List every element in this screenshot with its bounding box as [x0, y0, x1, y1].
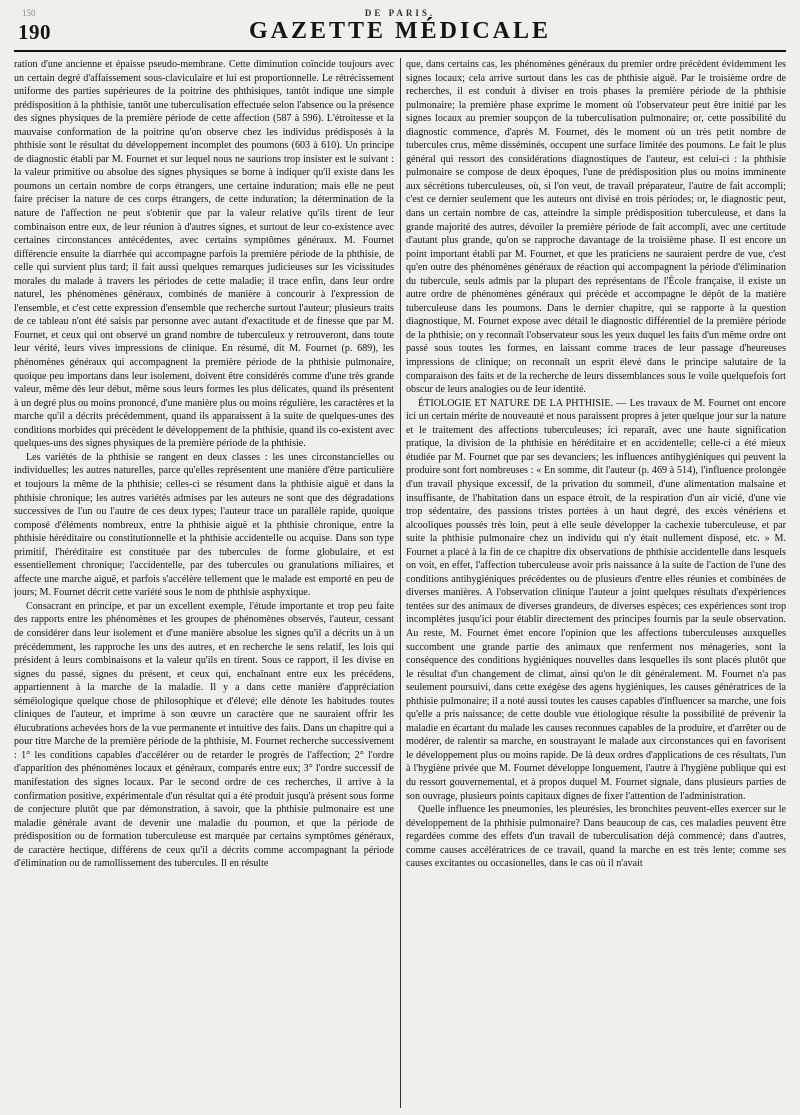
right-paragraph-1: que, dans certains cas, les phénomènes généraux du premier ordre précèdent évidemment les signes locaux; cela arrive surtout dans les cas de phthisie aiguë. Par le troisième ordre de recherches, il est conduit à diviser en trois phases la première période de la phthisie pulmonaire; la première phase exprime le moment où l'observateur peut être initié par les signes locaux au premier soupçon de la tuberculisation pulmonaire; or, cette possibilité du diagnostic commence, d'après M. Fournet, dès le moment où un très petit nombre de tubercules crus, même disséminés, occupent une surface limitée des poumons. Le fait le plus général qui ressort des considérations diagnostiques de l'auteur, est celui-ci : la phthisie pulmonaire se compose de deux époques, l'une de prédisposition plus ou moins imminente aux sécrétions tuberculeuses, où, si l'on veut, de travail préparateur, l'autre de fait accompli; c'est ce dernier seulement que les auteurs ont divisé en trois périodes; or, le diagnostic peut, dans un certain nombre de cas, atteindre la simple prédisposition tuberculeuse, et dans la grande majorité des autres, dévoiler la première période de fait accompli, avec une certitude d'autant plus grande, qu'on se rapproche davantage de la troisième phase. Il est encore un point important établi par M. Fournet, et que les praticiens ne sauraient perdre de vue, c'est qu'en outre des phénomènes généraux de réaction qui accompagnent la période d'élimination du tubercule, seuls admis par la plupart des représentans de l'École française, il existe un autre ordre de phénomènes généraux qui précède et accompagne le dépôt de la matière tuberculeuse dans les poumons. Dans le dernier chapitre, qui se rapporte à la question diagnostique, M. Fournet expose avec détail le diagnostic différentiel de la première période de la phthisie; on y reconnaît l'observateur sous les yeux duquel les faits d'un même ordre ont passé sous toutes les formes, en laissant comme traces de leur passage d'heureuses impressions de clinique; on reconnaît un esprit élevé dans le principe salutaire de la comparaison des faits et de la recherche de leurs dissemblances sous le voile quelquefois fort obscur de leurs analogies ou de leur identité. [406, 59, 786, 396]
article-body [14, 58, 786, 1108]
masthead-subtitle: DE PARIS. [364, 8, 436, 18]
right-paragraph-3: Quelle influence les pneumonies, les pleurésies, les bronchites peuvent-elles exercer sur le développement de la phthisie pulmonaire? Dans beaucoup de cas, ces maladies peuvent être regardées comme des effets d'un travail de tuberculisation déjà commencé; dans d'autres, comme causes accélératrices de ce travail, quand la marche en est très lente; comme ses causes excitantes ou occasionelles, dans le cas où il n'avait [406, 804, 786, 870]
left-paragraph-2: Les variétés de la phthisie se rangent en deux classes : les unes circonstancielles ou individuelles; les autres naturelles, parce qu'elles représentent une manière d'être particulière et toujours la même de la phthisie; celles-ci se résument dans la phthisie aiguë et dans la phthisie chronique; les autres variétés admises par les auteurs ne sont que des dégradations successives de l'un ou l'autre de ces deux types; l'auteur trace un parallèle rapide, quoique composé d'éléments nombreux, entre la phthisie aiguë et la phthisie chronique, entre la phthisie héréditaire ou constitutionnelle et la phthisie accidentelle ou acquise. Dans son type primitif, l'héréditaire est constituée par des tubercules de forme globulaire, et est essentiellement chronique; l'accidentelle, par des tubercules ou granulations miliaires, et affecte une marche aiguë, et parfois s'accélère tellement que le malade est emporté en peu de jours; M. Fournet décrit cette variété sous le nom de phthisie asphyxique. [14, 451, 394, 599]
right-column [406, 58, 786, 1108]
right-paragraph-2: ÉTIOLOGIE ET NATURE DE LA PHTHISIE. — Les travaux de M. Fournet ont encore ici un certain mérite de nouveauté et nous paraissent propres à jeter quelque jour sur la nature et le traitement des affections tuberculeuses; ici reparaît, avec une haute signification pratique, la division de la phthisie en héréditaire et en accidentelle; celle-ci a été mieux étudiée par M. Fournet que par ses devanciers; les influences antihygiéniques qui peuvent la produire sont fort nombreuses : « En somme, dit l'auteur (p. 469 à 514), l'influence prolongée d'un travail physique excessif, de la privation du sommeil, d'une alimentation malsaine et insuffisante, de l'habitation dans un espace étroit, de la respiration d'un air vicié, d'une vie trop sédentaire, des passions tristes portées à un haut degré, des excès vénériens et alcooliques poussés très loin, peut à elle seule développer la cachexie tuberculeuse, et par suite la phthisie pulmonaire chez un individu qui n'y était nullement disposé, etc. » M. Fournet a placé à la fin de ce chapitre dix observations de phthisie accidentelle dans lesquels on voit, en effet, l'affection tuberculeuse avoir pris naissance à la suite de l'action de l'une des conditions antihygiéniques précédentes ou de plusieurs d'entre elles réunies et combinées de diverses manières. A l'observation clinique l'auteur a joint quelques résultats d'expériences tentées sur des animaux de diverses grandeurs, de diverses espèces; ces expériences sont trop incomplètes jusqu'ici pour établir directement des principes fournis par la seule observation. Au reste, M. Fournet émet encore l'opinion que les affections tuberculeuses auxquelles succombent une grande partie des animaux que renferment nos ménageries, sont la conséquence des conditions hygiéniques nouvelles dans lesquelles ils sont placés plutôt que le résultat d'un changement de climat, ainsi qu'on le dit généralement. M. Fournet n'a pas seulement poursuivi, dans cette exégèse des agens hygiéniques, les causes génératrices de la phthisie pulmonaire; il a noté aussi toutes les causes capables d'influencer sa marche, une fois qu'elle a pris naissance; de cette double vue étiologique résulte la possibilité de prévenir la maladie en écartant du malade les causes reconnues capables de la produire, et d'arrêter ou de modérer, de ralentir sa marche, en soustrayant le malade aux circonstances qui en favorisent le développement plus ou moins rapide. De là deux ordres d'applications de ces résultats, l'un à l'hygiène privée que M. Fournet développe longuement, l'autre à l'hygiène publique qui est du ressort gouvernemental, et à propos duquel M. Fournet signale, dans plusieurs parties de son ouvrage, plusieurs points capitaux dignes de fixer l'attention de l'administration. [406, 397, 786, 802]
column-divider [400, 58, 401, 1108]
page-number: 190 [18, 20, 51, 44]
left-paragraph-3: Consacrant en principe, et par un excellent exemple, l'étude importante et trop peu faite des rapports entre les phénomènes et les groupes de phénomènes observés, l'auteur, cessant de considérer dans leur isolement et d'une manière absolue les signes qu'il a décrits un à un précédemment, les rapproche les uns des autres, et en recherche le sens relatif, les lois qui président à leurs combinaisons et la valeur qu'ils en tirent. Sous ce rapport, il les divise en signes du passé, signes du présent, et ceux qui, enchaînant entre eux les précédens, appartiennent à la marche de la maladie. Il y a dans cette manière d'appréciation séméiologique quelque chose de philosophique et d'élevé; elle dénote les habitudes toutes cliniques de l'auteur, et imprime à son œuvre un caractère que ne sauraient offrir les élucubrations achevées hors de la vue permanente et intuitive des faits. Dans un chapitre qui a pour titre Marche de la première période de la phthisie, M. Fournet recherche successivement : 1° les conditions capables d'accélérer ou de retarder le progrès de l'affection; 2° l'ordre d'apparition des phénomènes locaux et généraux, comparés entre eux; 3° l'ordre successif de manifestation des signes locaux. Par le second ordre de ces recherches, il arrive à la confirmation positive, expérimentale d'un résultat qui a été produit jusqu'à présent sous forme de conjecture plutôt que par démonstration, à savoir, que la phthisie pulmonaire est une maladie générale avant de devenir une maladie du poumon, et que la période de prédisposition ou de formation tuberculeuse est marquée par certains symptômes généraux, de caractère hectique, différens de ceux qu'il a décrits comme accompagnant la période d'élimination ou de ramollissement des tubercules. Il en résulte [14, 600, 394, 870]
masthead-title: GAZETTE MÉDICALE [248, 18, 552, 44]
left-column [14, 58, 394, 1108]
page-header [14, 6, 786, 52]
left-paragraph-1: ration d'une ancienne et épaisse pseudo-membrane. Cette diminution coïncide toujours avec un certain degré d'affaissement sous-claviculaire et lui est proportionnelle. Le rétrécissement uniforme des parties supérieures de la poitrine des phthisiques, tantôt indique une simple prédisposition à la phthisie, tantôt une tuberculisation effectuée selon l'absence ou la présence des signes physiques de la première période de cette affection (587 à 596). L'étroitesse et la mauvaise conformation de la poitrine qu'on observe chez les individus prédisposés à la phthisie sont le résultat du développement incomplet des poumons (603 à 610). Un principe de diagnostic établi par M. Fournet et sur lequel nous ne saurions trop insister est le suivant : la valeur primitive ou absolue des signes physiques se borne à indiquer qu'il existe dans les poumons un certain nombre de corps étrangers, une certaine induration; mais elle ne peut faire préciser la nature de ces corps étrangers, de cette induration; la détermination de la nature de l'affection ne peut s'obtenir que par la valeur relative qu'ils tirent de leur combinaison entre eux, de leur réunion à d'autres signes, et surtout de leur co-existence avec certaines circonstances antécédentes, avec certains symptômes généraux. M. Fournet différencie ensuite la diarrhée qui accompagne parfois la première période de la phthisie, de celle qui survient plus tard; il fait aussi quelques remarques judicieuses sur les vicissitudes morales du malade à travers les périodes de cette maladie; il trace enfin, dans leur ordre naturel, les phénomènes généraux, combinés de manière à concourir à l'expression de l'ensemble, et c'est cette expression d'ensemble que recherche surtout l'auteur; plusieurs traits de ce tableau n'ont été saisis par personne avec autant d'exactitude et de finesse que par M. Fournet, et ceux qui ont observé un grand nombre de tuberculeux y retrouveront, dans toute leur vérité, leurs vives impressions de clinique. En résumé, dit M. Fournet (p. 689), les phénomènes généraux qui accompagnent la première période de la phthisie pulmonaire, quoique peu importans dans leur isolement, doivent être considérés comme d'une très grande valeur, même dès leur début, même sous leurs formes les plus délicates, quand ils présentent à un degré plus ou moins prononcé, d'une manière plus ou moins régulière, les caractères et la marche qu'il a décrits précédemment, quand ils apparaissent à la suite de quelques-unes des conditions morbides qui précèdent le développement de la phthisie, quand ils co-existent avec quelques-uns des signes physiques de la première période de la phthisie. [14, 59, 394, 450]
ghost-page-number: 150 [22, 8, 36, 18]
